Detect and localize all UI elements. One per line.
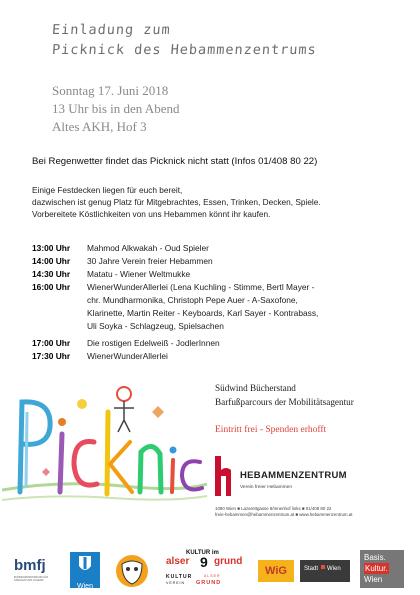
event-time: 13 Uhr bis in den Abend [52,101,180,116]
intro-line: dazwischen ist genug Platz für Mitgebrachtes, Essen, Trinken, Decken, Spiele. [32,197,321,207]
organizer-address: 1090 Wien ■ Lazarettgasse 8/Innenhof links ■ 01/408 80 22 [215,506,332,511]
stadt-wien-logo [300,560,350,582]
wien-coat-of-arms-icon [70,552,100,578]
program-time: 17:00 Uhr [32,338,71,348]
kulturverein-text: KULTUR [166,574,193,580]
bmfj-logo-subtext: BUNDESMINISTERIUM FÜR FAMILIEN UND JUGEND [14,576,49,582]
program-text: 30 Jahre Verein freier Hebammen [87,256,213,266]
free-entry-notice: Eintritt frei - Spenden erhofft [215,425,327,435]
program-continuation: Klarinette, Martin Reiter - Keyboards, Karl Sayer - Kontrabass, [87,308,319,318]
program-text: Die rostigen Edelweiß - JodlerInnen [87,338,220,348]
event-date: Sonntag 17. Juni 2018 [52,83,169,98]
hebammenzentrum-logo-icon [215,456,237,496]
program-time: 17:30 Uhr [32,351,71,361]
alser-small-text: ALSER [204,574,221,578]
bmfj-logo [14,558,62,590]
wig-logo-text: WiG [265,565,287,577]
basis-kultur-wien-logo [360,550,404,588]
rain-notice: Bei Regenwetter findet das Picknick nicht statt (Infos 01/408 80 22) [32,156,318,167]
program-item [32,256,213,266]
program-continuation: Uli Soyka - Schlagzeug, Spielsachen [87,321,224,331]
kultur-im-text: KULTUR im [186,550,219,556]
bmfj-logo-text: bmfj [14,557,46,574]
grund-big-text: GRUND [196,580,222,586]
kultur-mask-logo-icon [112,552,152,590]
verein-text: VEREIN [166,581,186,585]
program-time: 14:30 Uhr [32,269,71,279]
title-line-2: Picknick des Hebammenzentrums [51,42,318,58]
grund-text: grund [214,556,243,567]
program-text: Mahmod Alkwakah - Oud Spieler [87,243,209,253]
program-text: WienerWunderAllerlei (Lena Kuchling - Stimme, Bertl Mayer - [87,282,315,292]
organizer-name: HEBAMMENZENTRUM [240,470,347,481]
organizer-contact: freie-hebammen@hebammenzentrum.at ■ www.hebammenzentrum.at [215,512,353,517]
intro-line: Vorbereitete Köstlichkeiten von uns Hebammen könnt ihr kaufen. [32,209,271,219]
kultur-im-9-logo [166,550,246,588]
kultur-nine-text: 9 [200,554,208,570]
wig-logo [258,560,294,582]
title-line-1: Einladung zum [51,22,172,38]
stadt-text: Stadt [304,566,319,572]
program-item [32,282,314,292]
program-time: 14:00 Uhr [32,256,71,266]
program-time: 16:00 Uhr [32,282,71,292]
program-item [32,338,220,348]
picknick-drawing [2,372,207,534]
side-info-parcours: Barfußparcours der Mobilitätsagentur [215,397,354,407]
alser-text: alser [166,556,190,567]
basis-text: Basis. [364,553,386,562]
program-continuation: chr. Mundharmonika, Christoph Pepe Auer - A-Saxofone, [87,295,298,305]
wien-logo-text: Wien [77,583,93,590]
program-text: WienerWunderAllerlei [87,351,168,361]
program-time: 13:00 Uhr [32,243,71,253]
program-item [32,269,190,279]
basis-kultur-text: Kultur. [365,564,388,573]
basis-wien-text: Wien [364,575,383,584]
organizer-subtitle: Verein freier Hebammen [240,485,292,490]
program-item [32,243,209,253]
stadt-wien-text: Wien [327,566,341,572]
stadt-wien-dot-icon [321,565,325,569]
program-text: Matatu - Wiener Weltmukke [87,269,191,279]
program-item [32,351,168,361]
event-place: Altes AKH, Hof 3 [52,119,147,134]
intro-line: Einige Festdecken liegen für euch bereit, [32,185,183,195]
side-info-books: Südwind Bücherstand [215,383,296,393]
wien-logo [70,552,100,588]
